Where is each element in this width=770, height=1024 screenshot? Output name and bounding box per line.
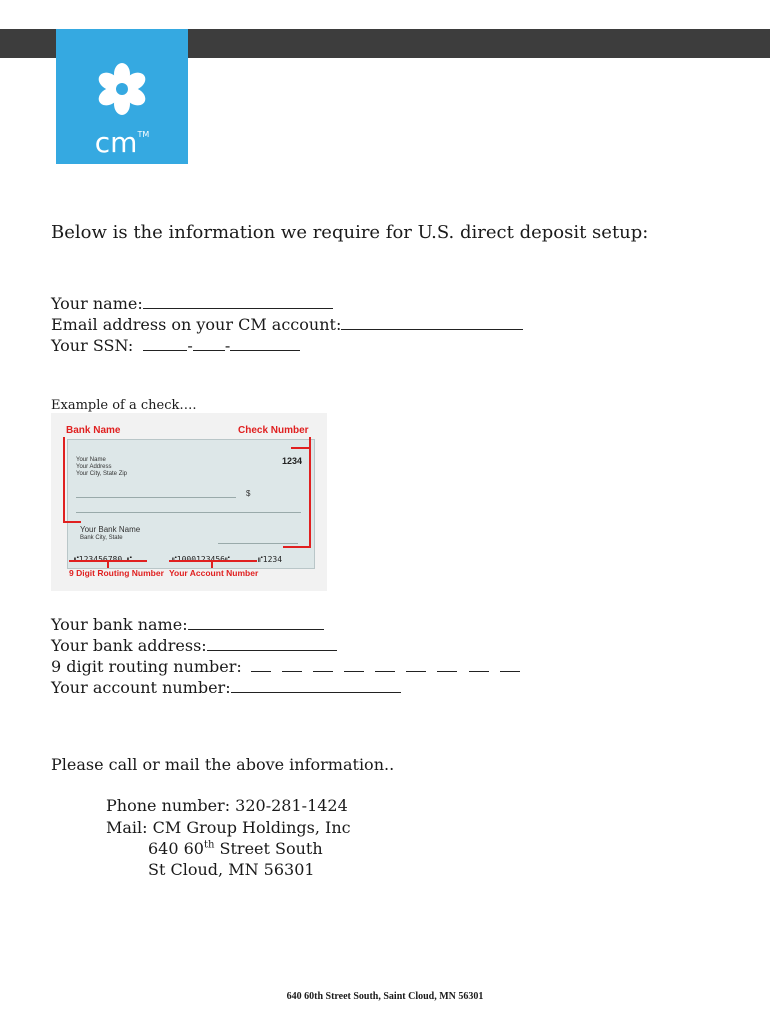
payer-address: Your Address xyxy=(76,464,112,470)
routing-label: 9 digit routing number: xyxy=(51,657,242,676)
name-label: Your name: xyxy=(51,294,143,313)
routing-digit[interactable] xyxy=(500,656,520,672)
check-number: 1234 xyxy=(282,456,303,466)
example-label: Example of a check…. xyxy=(51,398,197,413)
account-label: Your account number: xyxy=(51,678,231,697)
logo-wordmark: cm™ xyxy=(94,126,150,159)
routing-digit[interactable] xyxy=(437,656,457,672)
check-number-annotation: Check Number xyxy=(238,425,309,436)
routing-digit[interactable] xyxy=(375,656,395,672)
bank-name: Your Bank Name xyxy=(80,525,141,534)
routing-digit[interactable] xyxy=(313,656,333,672)
mail-recipient: Mail: CM Group Holdings, Inc xyxy=(106,818,351,837)
bank-address-blank[interactable] xyxy=(207,635,337,651)
routing-row xyxy=(51,656,520,677)
mail-city: St Cloud, MN 56301 xyxy=(148,860,315,879)
page-heading: Below is the information we require for U.S. direct deposit setup: xyxy=(51,222,649,243)
email-field-row xyxy=(51,314,523,335)
bank-address-row xyxy=(51,635,337,656)
footer-address: 640 60th Street South, Saint Cloud, MN 56301 xyxy=(286,991,484,1002)
payer-name: Your Name xyxy=(76,457,106,463)
routing-digit[interactable] xyxy=(251,656,271,672)
bank-name-annotation: Bank Name xyxy=(66,425,121,436)
check-body xyxy=(67,439,315,569)
bank-name-row xyxy=(51,614,324,635)
bank-name-blank[interactable] xyxy=(188,614,324,630)
ssn-part-3[interactable] xyxy=(230,335,300,351)
mail-street: 640 60th Street South xyxy=(148,839,323,858)
account-annotation: Your Account Number xyxy=(169,568,259,578)
ssn-separator: - xyxy=(224,336,231,355)
bank-address-label: Your bank address: xyxy=(51,636,207,655)
micr-check-number: ⑈1234 xyxy=(258,555,283,564)
routing-digit[interactable] xyxy=(282,656,302,672)
email-label: Email address on your CM account: xyxy=(51,315,342,334)
routing-digit[interactable] xyxy=(469,656,489,672)
name-field-row xyxy=(51,293,333,314)
ssn-part-2[interactable] xyxy=(193,335,225,351)
payer-city: Your City, State Zip xyxy=(76,471,128,477)
routing-digit[interactable] xyxy=(344,656,364,672)
account-row xyxy=(51,677,401,698)
routing-annotation: 9 Digit Routing Number xyxy=(69,568,164,578)
bank-name-label: Your bank name: xyxy=(51,615,188,634)
instructions: Please call or mail the above information.. xyxy=(51,755,395,774)
flower-logo-icon xyxy=(56,29,188,129)
routing-digit[interactable] xyxy=(406,656,426,672)
bank-city: Bank City, State xyxy=(80,535,123,541)
name-blank[interactable] xyxy=(143,293,333,309)
email-blank[interactable] xyxy=(341,314,523,330)
account-blank[interactable] xyxy=(231,677,401,693)
ssn-label: Your SSN: xyxy=(51,336,134,355)
check-example-image xyxy=(51,413,327,591)
ssn-field-row xyxy=(51,335,300,356)
phone-number: Phone number: 320-281-1424 xyxy=(106,796,348,815)
ssn-part-1[interactable] xyxy=(143,335,187,351)
ssn-separator: - xyxy=(187,336,193,355)
company-logo xyxy=(56,29,188,164)
dollar-sign: $ xyxy=(246,489,251,498)
